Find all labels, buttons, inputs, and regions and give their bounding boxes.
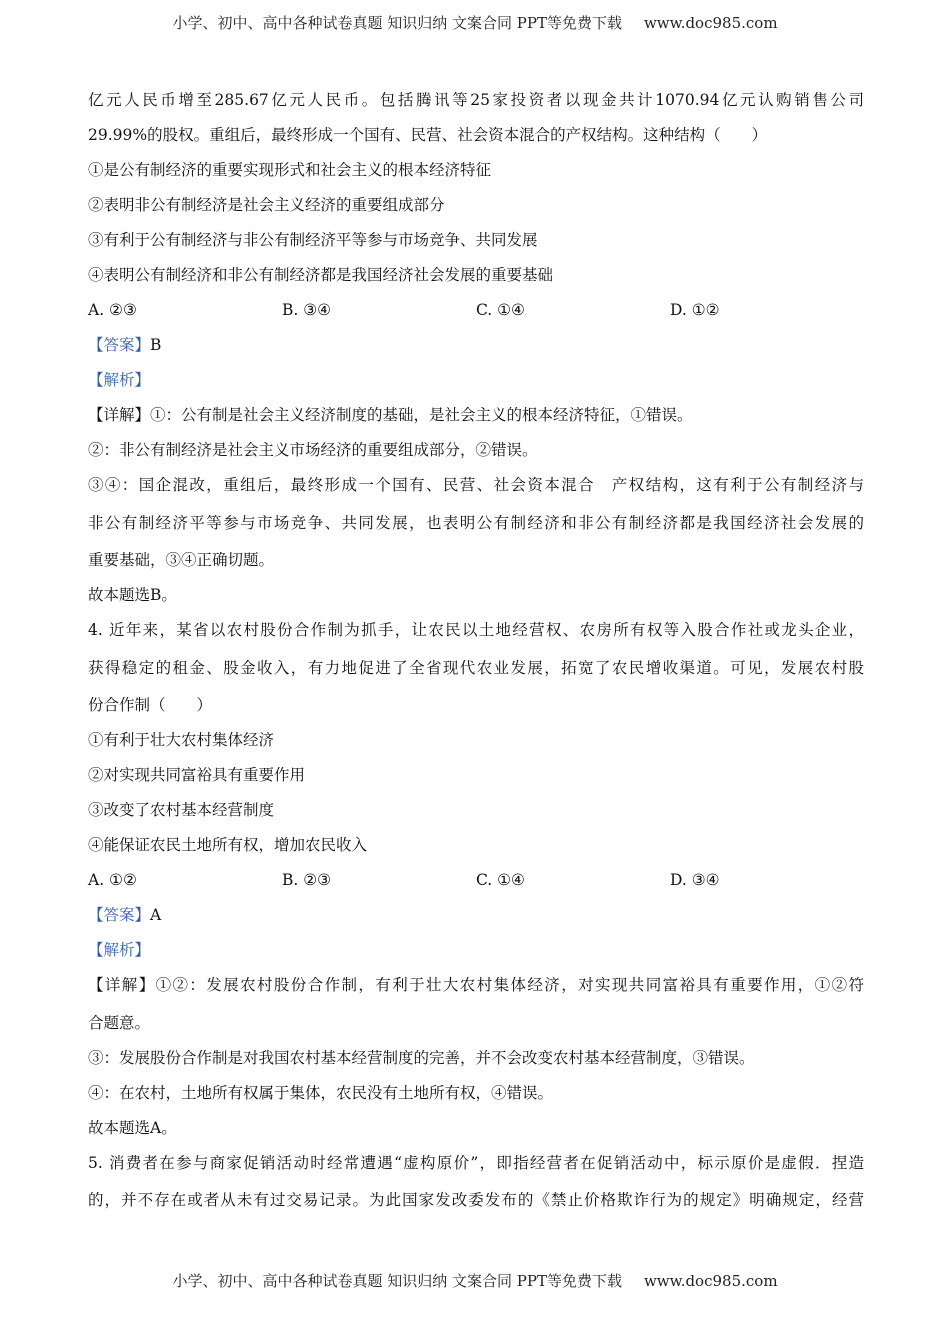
q4-detail-3: ④：在农村，土地所有权属于集体，农民没有土地所有权，④错误。	[88, 1083, 554, 1102]
q3-stem-line-2: 29.99%的股权。重组后，最终形成一个国有、民营、社会资本混合的产权结构。这种结构（ ）	[88, 126, 768, 144]
q3-stem-line-1: 亿元人民币增至285.67亿元人民币。包括腾讯等25家投资者以现金共计1070.94亿元认购销售公司	[88, 91, 864, 109]
q4-item-2: ②对实现共同富裕具有重要作用	[88, 766, 306, 784]
q3-answer-tag: 【答案】	[88, 336, 151, 354]
q3-conclusion: 故本题选B。	[88, 586, 177, 604]
q4-detail-1a-text: ①②：发展农村股份合作制，有利于壮大农村集体经济，对实现共同富裕具有重要作用，①②符	[155, 976, 864, 994]
q4-detail-tag: 【详解】	[88, 976, 156, 994]
q4-option-c: C. ①④	[476, 871, 525, 889]
q4-option-a: A. ①②	[88, 871, 137, 889]
q3-options	[88, 296, 864, 331]
footer-url[interactable]: www.doc985.com	[643, 1272, 778, 1290]
q3-option-a: A. ②③	[88, 301, 137, 319]
q3-answer-value: B	[150, 336, 162, 354]
q3-detail-1	[88, 401, 864, 436]
q4-item-1: ①有利于壮大农村集体经济	[88, 731, 275, 749]
q3-option-b: B. ③④	[282, 301, 332, 319]
q3-item-3: ③有利于公有制经济与非公有制经济平等参与市场竞争、共同发展	[88, 231, 538, 249]
page-footer	[0, 1270, 950, 1291]
q3-detail-3a: ③④：国企混改，重组后，最终形成一个国有、民营、社会资本混合 产权结构，这有利于公有制经济与	[88, 476, 864, 494]
q3-detail-1-text: ①：公有制是社会主义经济制度的基础，是社会主义的根本经济特征，①错误。	[150, 406, 693, 424]
q3-detail-3b: 非公有制经济平等参与市场竞争、共同发展，也表明公有制经济和非公有制经济都是我国经济社会发展的	[88, 513, 864, 532]
q4-detail-1a	[88, 971, 864, 1009]
q3-detail-3c: 重要基础，③④正确切题。	[88, 551, 275, 569]
q4-item-3: ③改变了农村基本经营制度	[88, 801, 275, 819]
q3-option-d: D. ①②	[670, 301, 720, 319]
q4-option-d: D. ③④	[670, 871, 720, 889]
q4-stem-line-2: 获得稳定的租金、股金收入，有力地促进了全省现代农业发展，拓宽了农民增收渠道。可见，发展农村股	[88, 658, 864, 677]
q4-answer-tag: 【答案】	[88, 906, 151, 924]
q4-options	[88, 866, 864, 901]
q4-option-b: B. ②③	[282, 871, 332, 889]
footer-text: 小学、初中、高中各种试卷真题 知识归纳 文案合同 PPT等免费下载	[172, 1272, 622, 1290]
q5-stem-line-2: 的，并不存在或者从未有过交易记录。为此国家发改委发布的《禁止价格欺诈行为的规定》明确规定，经营	[88, 1191, 864, 1209]
q4-answer	[88, 901, 864, 936]
q4-analysis-tag: 【解析】	[88, 941, 151, 959]
q4-stem-line-3: 份合作制（ ）	[88, 696, 213, 714]
header-url[interactable]: www.doc985.com	[643, 14, 778, 32]
q3-item-2: ②表明非公有制经济是社会主义经济的重要组成部分	[88, 196, 445, 214]
q4-detail-1b: 合题意。	[88, 1013, 151, 1032]
document-body	[88, 86, 864, 1224]
q3-detail-tag: 【详解】	[88, 406, 151, 424]
q3-item-1: ①是公有制经济的重要实现形式和社会主义的根本经济特征	[88, 161, 492, 179]
q4-conclusion: 故本题选A。	[88, 1118, 177, 1137]
q3-analysis-tag: 【解析】	[88, 371, 151, 389]
q3-item-4: ④表明公有制经济和非公有制经济都是我国经济社会发展的重要基础	[88, 266, 554, 284]
q3-option-c: C. ①④	[476, 301, 525, 319]
q3-detail-2: ②：非公有制经济是社会主义市场经济的重要组成部分，②错误。	[88, 441, 538, 459]
header-text: 小学、初中、高中各种试卷真题 知识归纳 文案合同 PPT等免费下载	[172, 14, 622, 32]
page-header	[0, 12, 950, 33]
q4-answer-value: A	[150, 906, 162, 924]
q4-stem-line-1: 4. 近年来，某省以农村股份合作制为抓手，让农民以土地经营权、农房所有权等入股合作社或龙头企业，	[88, 621, 864, 639]
q4-item-4: ④能保证农民土地所有权，增加农民收入	[88, 836, 368, 854]
q5-stem-line-1: 5. 消费者在参与商家促销活动时经常遭遇“虚构原价”，即指经营者在促销活动中，标示原价是虚假．捏造	[88, 1153, 864, 1172]
q3-answer	[88, 331, 864, 366]
q4-detail-2: ③：发展股份合作制是对我国农村基本经营制度的完善，并不会改变农村基本经营制度，③错误。	[88, 1048, 755, 1067]
